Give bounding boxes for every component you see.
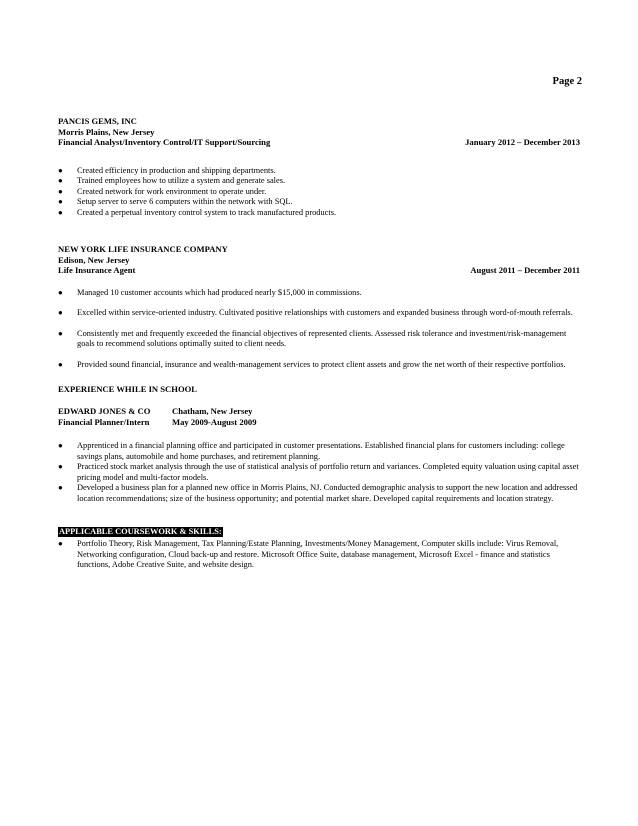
list-item: ● Developed a business plan for a planned new office in Morris Plains, NJ. Conducted demographic analysis to support the new location and addressed location recommendations; size of the business opportunity; and potential market share. Developed capital requirements and location strategy.	[58, 483, 578, 503]
list-item: ● Apprenticed in a financial planning office and participated in customer presentations. Established financial plans for customers including: college savings plans, automobile and home purchases, and retirement planning.	[58, 441, 565, 461]
job1-title: Financial Analyst/Inventory Control/IT Support/Sourcing	[58, 137, 271, 147]
bullet-icon: ●	[58, 359, 63, 369]
bullet-icon: ●	[58, 483, 63, 492]
job3-bullets	[58, 441, 580, 504]
bullet-icon: ●	[58, 176, 63, 185]
job3-title-row	[58, 417, 580, 428]
job-edwardjones	[58, 406, 580, 504]
job1-company: PANCIS GEMS, INC	[58, 116, 137, 126]
job1-dates: January 2012 – December 2013	[465, 137, 580, 147]
job-newyorklife	[58, 244, 580, 370]
school-experience-heading: EXPERIENCE WHILE IN SCHOOL	[58, 384, 198, 394]
job3-dates: May 2009-August 2009	[172, 416, 257, 427]
job3-company: EDWARD JONES & CO	[58, 406, 151, 416]
bullet-icon: ●	[58, 328, 63, 338]
job1-bullets	[58, 166, 580, 219]
list-item: ● Created network for work environment to operate under.	[58, 186, 267, 196]
list-item: ● Portfolio Theory, Risk Management, Tax Planning/Estate Planning, Investments/Money Management, Computer skills include: Virus Removal, Networking configuration, Cloud back-up and restore. Microsoft Office Suite, database management, Microsoft Excel - finance and statistics functions, Adobe Creative Suite, and website design.	[58, 539, 559, 569]
bullet-icon: ●	[58, 308, 63, 317]
list-item: ● Created a perpetual inventory control system to track manufactured products.	[58, 207, 337, 217]
job2-dates: August 2011 – December 2011	[470, 265, 580, 275]
list-item: ● Practiced stock market analysis through the use of statistical analysis of portfolio return and variances. Completed equity valuation using capital asset pricing model and multi-factor models.	[58, 462, 579, 482]
bullet-icon: ●	[58, 186, 63, 196]
job2-title-row	[58, 265, 580, 276]
bullet-icon: ●	[58, 287, 63, 297]
coursework-heading: APPLICABLE COURSEWORK & SKILLS:	[59, 527, 222, 536]
coursework-section	[58, 521, 580, 571]
job2-bullets	[58, 288, 580, 371]
job1-title-row	[58, 137, 580, 148]
list-item: ● Provided sound financial, insurance and wealth-management services to protect client assets and grow the net worth of their respective portfolios.	[58, 359, 566, 369]
page-number: Page 2	[552, 76, 582, 87]
coursework-bullets	[58, 539, 580, 571]
list-item: ● Managed 10 customer accounts which had produced nearly $15,000 in commissions.	[58, 287, 362, 297]
bullet-icon: ●	[58, 165, 63, 175]
bullet-icon: ●	[58, 441, 63, 450]
job3-company-row	[58, 406, 580, 417]
job1-location: Morris Plains, New Jersey	[58, 126, 155, 137]
list-item: ● Setup server to serve 6 computers within the network with SQL.	[58, 197, 293, 206]
bullet-icon: ●	[58, 539, 63, 548]
job3-title: Financial Planner/Intern	[58, 416, 150, 427]
job2-company: NEW YORK LIFE INSURANCE COMPANY	[58, 244, 228, 254]
job2-location: Edison, New Jersey	[58, 254, 130, 265]
list-item: ● Excelled within service-oriented industry. Cultivated positive relationships with customers and expanded business through word-of-mouth referrals.	[58, 308, 573, 317]
list-item: ● Consistently met and frequently exceeded the financial objectives of represented clients. Assessed risk tolerance and investment/risk-management goals to recommend solutions optimally suited to client needs.	[58, 328, 567, 348]
bullet-icon: ●	[58, 462, 63, 471]
bullet-icon: ●	[58, 197, 63, 206]
bullet-icon: ●	[58, 207, 63, 217]
job2-title: Life Insurance Agent	[58, 265, 136, 275]
job3-location: Chatham, New Jersey	[172, 406, 253, 416]
list-item: ● Trained employees how to utilize a system and generate sales.	[58, 176, 286, 185]
list-item: ● Created efficiency in production and shipping departments.	[58, 165, 276, 175]
job-pancis	[58, 116, 580, 218]
